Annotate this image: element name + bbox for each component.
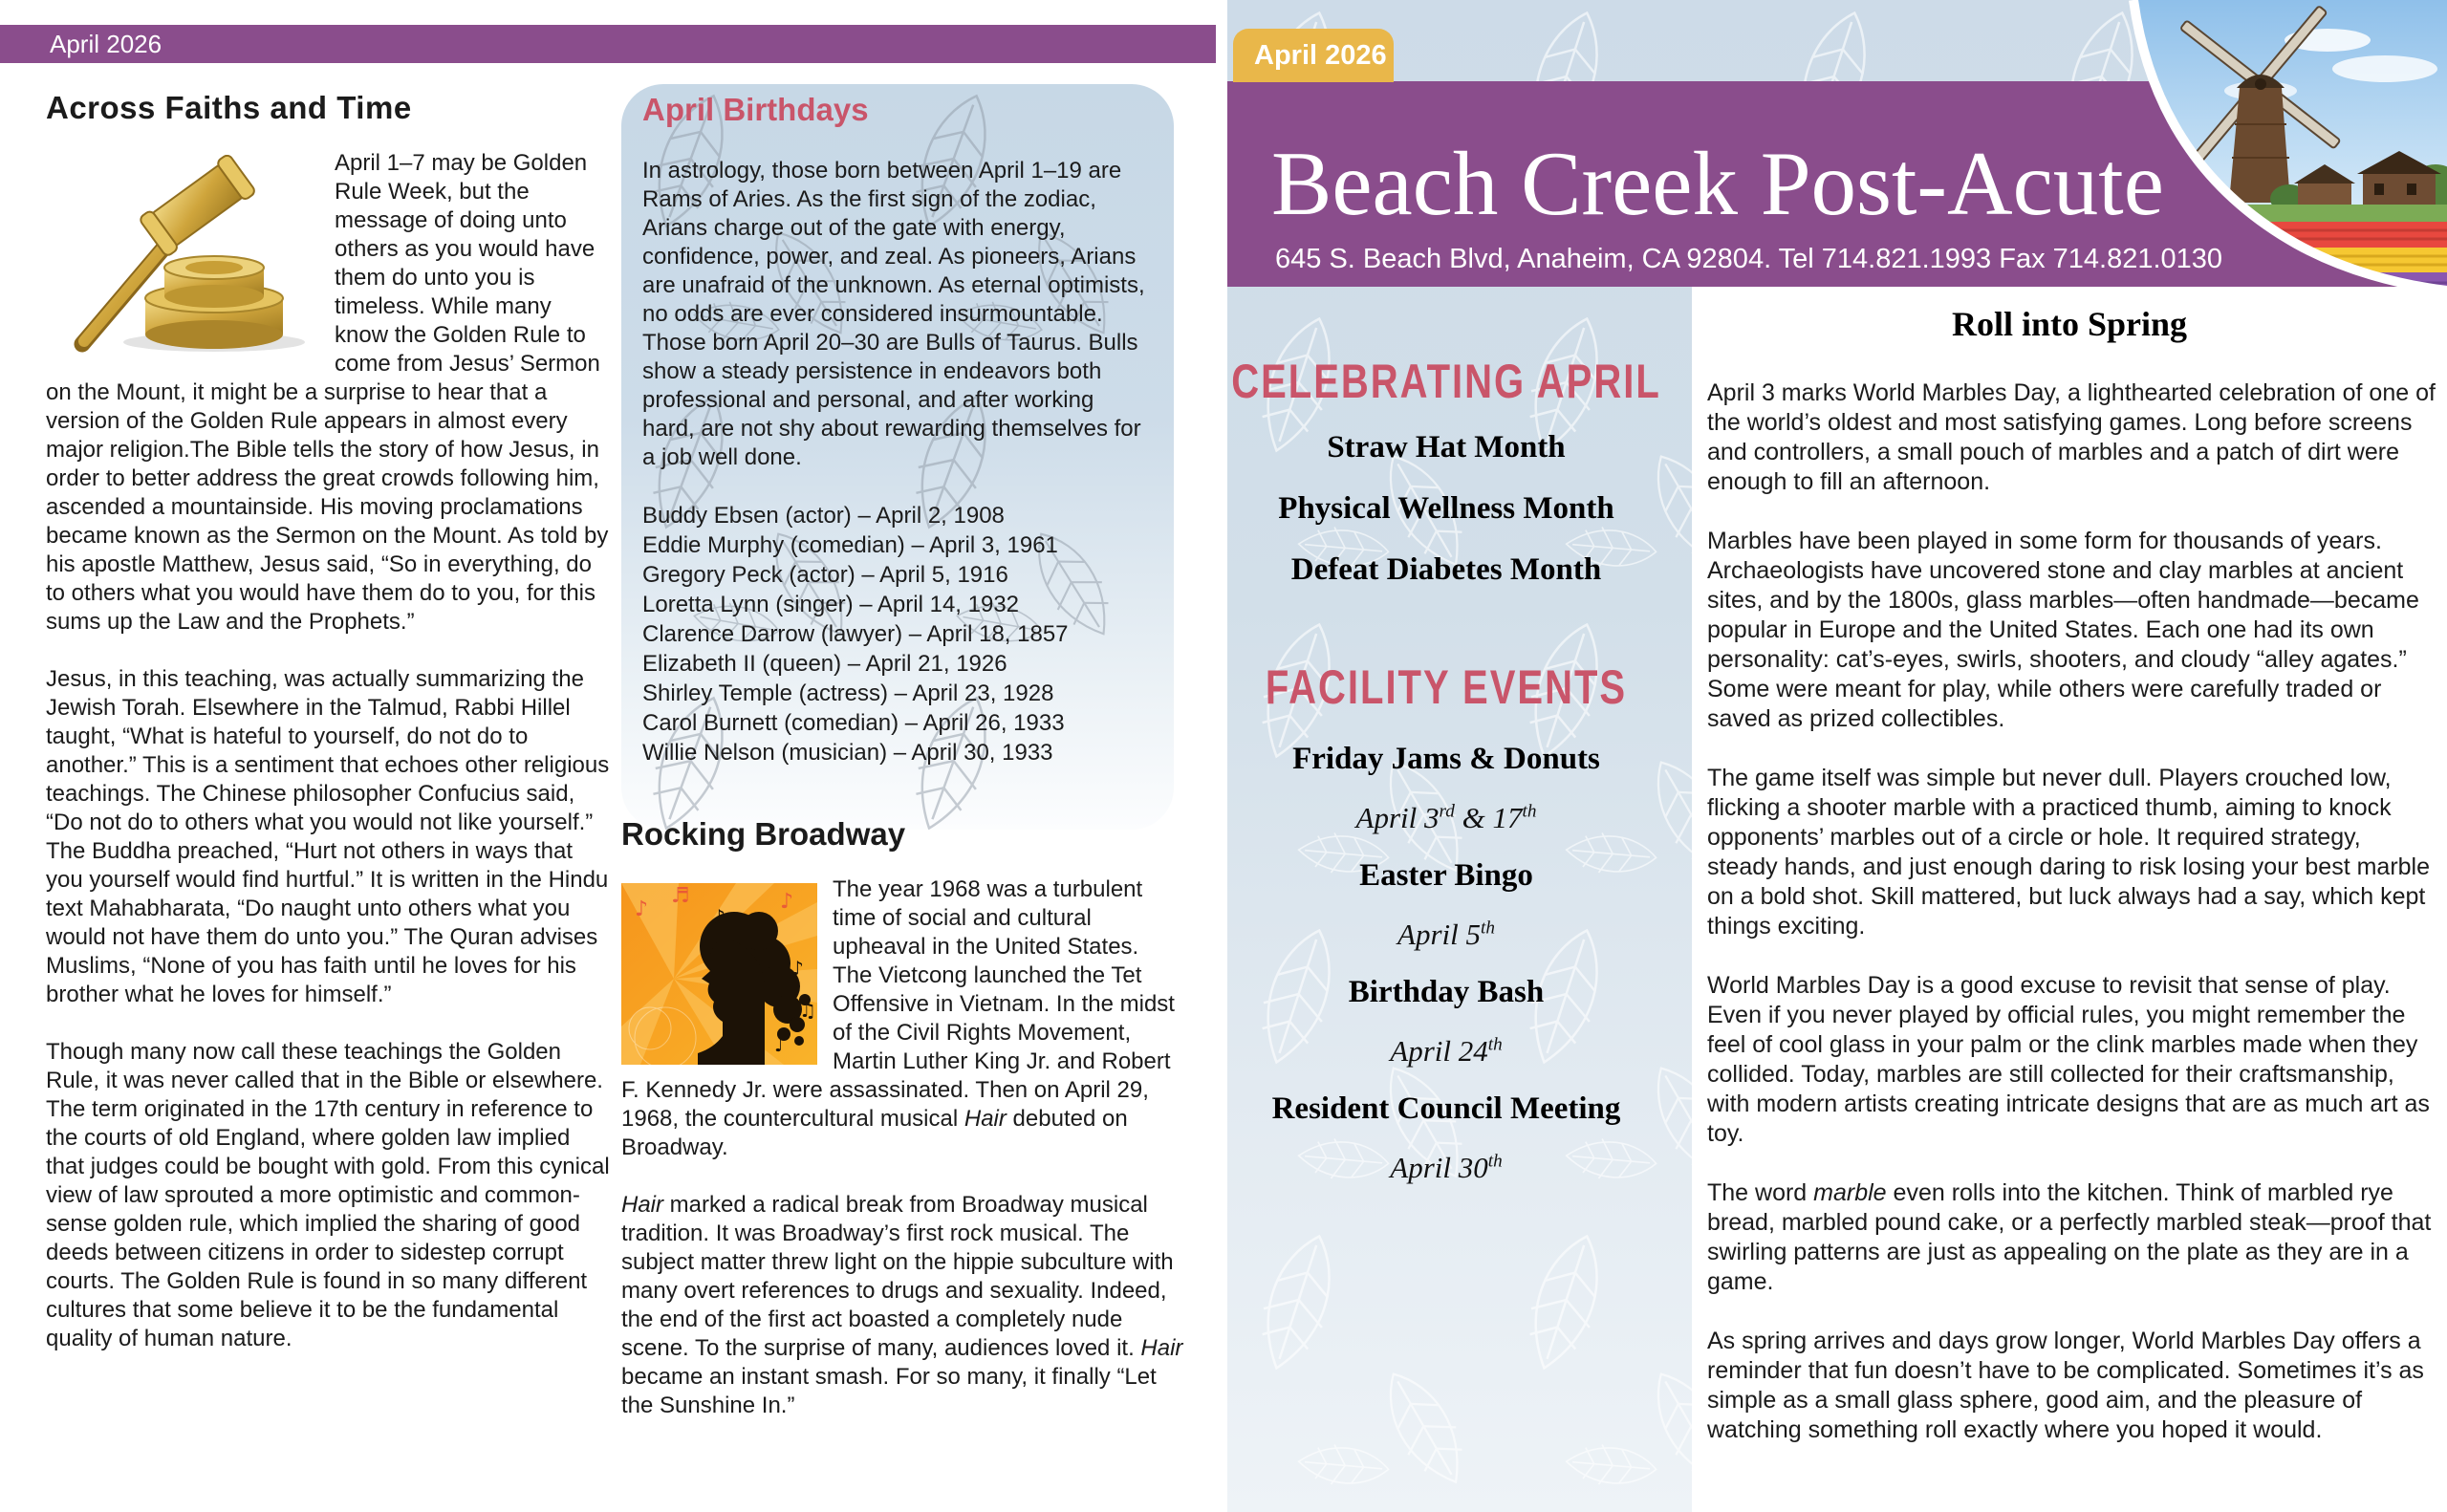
facility-events-list: [1227, 744, 1665, 1210]
event-name: Easter Bingo: [1359, 858, 1533, 893]
facility-name: Beach Creek Post-Acute: [1271, 133, 2164, 234]
spring-paragraph-3: The game itself was simple but never dull. Players crouched low, flicking a shooter marble with a practiced thumb, aiming to knock opponents’ marbles out of a circle or hole. It required strategy, steady hands, and just enough daring to risk losing your best marble on a bold shot. Skill mattered, but luck always had a say, which kept things exciting.: [1707, 765, 2431, 940]
svg-text:♪: ♪: [791, 957, 804, 980]
event-date: April 24th: [1390, 1034, 1503, 1068]
left-header-date: April 2026: [50, 30, 162, 58]
birthdays-list: [642, 501, 1154, 767]
broadway-article-title: Rocking Broadway: [621, 816, 906, 852]
spring-paragraph-1: April 3 marks World Marbles Day, a lighthearted celebration of one of the world’s oldest and most satisfying games. Long before screens and controllers, a small pouch of marbles and a patch of dirt were enough to fill an afternoon.: [1707, 379, 2436, 495]
faiths-article-title: Across Faiths and Time: [46, 90, 412, 125]
right-date-label: April 2026: [1254, 40, 1387, 71]
svg-text:♩: ♩: [774, 1033, 784, 1056]
spring-paragraph-6: As spring arrives and days grow longer, World Marbles Day offers a reminder that fun doesn’t have to be complicated. Sometimes it’s as simple as a small glass sphere, good aim, and the pleasure of watching something roll exactly where you hoped it would.: [1707, 1328, 2424, 1443]
faiths-article-body: [46, 149, 610, 1382]
spring-paragraph-4: World Marbles Day is a good excuse to revisit that sense of play. Even if you never played by official rules, you might remember the feel of cool glass in your palm or the clink marbles made when they collided. Today, marbles are still collected for their craftsmanship, with modern artists creating intricate designs that are as much art as toy.: [1707, 972, 2430, 1147]
svg-text:♫: ♫: [799, 999, 816, 1022]
hair-musical-icon: [621, 883, 817, 1065]
birthdays-title: April Birthdays: [642, 92, 869, 127]
facility-address: 645 S. Beach Blvd, Anaheim, CA 92804. Tel 714.821.1993 Fax 714.821.0130: [1275, 244, 2223, 274]
page-left: [0, 0, 1216, 1512]
spring-paragraph-2: Marbles have been played in some form for thousands of years. Archaeologists have uncovered stone and clay marbles at ancient sites, and by the 1800s, glass marbles—often handmade—became popular in Europe and the United States. Each one had its own personality: cat’s-eyes, swirls, shooters, and cloudy “alley agates.” Some were meant for play, while others were carefully traded or saved as prized collectibles.: [1707, 528, 2419, 732]
spring-article-body: [1707, 378, 2437, 1475]
facility-events-heading: FACILITY EVENTS: [1265, 661, 1628, 714]
windmill-photo-icon: [2084, 0, 2447, 298]
birthday-entry: Elizabeth II (queen) – April 21, 1926: [642, 651, 1007, 677]
svg-text:♪: ♪: [713, 905, 725, 928]
left-header-bar: [0, 25, 1216, 63]
broadway-article-body: [621, 875, 1183, 1449]
birthday-entry: Loretta Lynn (singer) – April 14, 1932: [642, 592, 1020, 617]
birthday-entry: Carol Burnett (comedian) – April 26, 1933: [642, 710, 1065, 736]
events-column: [1227, 0, 1665, 1512]
birthday-entry: Clarence Darrow (lawyer) – April 18, 1857: [642, 621, 1069, 647]
svg-text:♪: ♪: [635, 897, 649, 921]
birthday-entry: Eddie Murphy (comedian) – April 3, 1961: [642, 532, 1058, 558]
event-name: Friday Jams & Donuts: [1292, 742, 1600, 776]
birthday-entry: Buddy Ebsen (actor) – April 2, 1908: [642, 503, 1005, 529]
faiths-paragraph-3: Though many now call these teachings the Golden Rule, it was never called that in the Bible or elsewhere. The term originated in the 17th century in reference to the courts of old England, where golden law implied that judges could be bought with gold. From this cynical view of law sprouted a more optimistic and common-sense golden rule, which implied the sharing of good deeds between citizens in order to sidestep corrupt courts. The Golden Rule is found in so many different cultures that some believe it to be the fundamental quality of human nature.: [46, 1039, 610, 1351]
spring-article-panel: [1692, 287, 2447, 1512]
birthday-entry: Shirley Temple (actress) – April 23, 1928: [642, 680, 1054, 706]
month-observance: Straw Hat Month: [1327, 430, 1566, 464]
page-right: [1227, 0, 2447, 1512]
svg-text:♬: ♬: [671, 884, 690, 908]
spring-article-title: Roll into Spring: [1951, 305, 2188, 343]
birthday-entry: Gregory Peck (actor) – April 5, 1916: [642, 562, 1008, 588]
faiths-paragraph-1: April 1–7 may be Golden Rule Week, but the message of doing unto others as you would have them do unto you is timeless. While many know the Golden Rule to come from Jesus’ Sermon on the Mount, it might be a surprise to hear that a version of the Golden Rule appears in almost every major religion.The Bible tells the story of how Jesus, in order to better address the great crowds following him, ascended a mountainside. His moving proclamations became known as the Sermon on the Mount. As told by his apostle Matthew, Jesus said, “So in everything, do to others what you would have them do to you, for this sums up the Law and the Prophets.”: [46, 150, 609, 635]
month-observances: [1227, 432, 1665, 616]
month-observance: Physical Wellness Month: [1278, 491, 1614, 526]
broadway-paragraph-1: The year 1968 was a turbulent time of social and cultural upheaval in the United States. The Vietcong launched the Tet Offensive in Vietnam. In the midst of the Civil Rights Movement, Martin Luther King Jr. and Robert F. Kennedy Jr. were assassinated. Then on April 29, 1968, the countercultural musical Hair debuted on Broadway.: [621, 876, 1175, 1160]
celebrating-april-heading: CELEBRATING APRIL: [1231, 356, 1661, 408]
birthdays-intro: In astrology, those born between April 1–19 are Rams of Aries. As the first sign of the zodiac, Arians charge out of the gate with energy, confidence, power, and zeal. As pioneers, Arians are unafraid of the unknown. As eternal optimists, no odds are ever considered insurmountable. Those born April 20–30 are Bulls of Taurus. Bulls show a steady persistence in endeavors both professional and personal, and after working hard, are not shy about rewarding themselves for a job well done.: [642, 158, 1145, 470]
faiths-paragraph-2: Jesus, in this teaching, was actually summarizing the Jewish Torah. Elsewhere in the Talmud, Rabbi Hillel taught, “What is hateful to yourself, do not do to another.” This is a sentiment that echoes other religious teachings. The Chinese philosopher Confucius said, “Do not do to others what you would not like yourself.” The Buddha preached, “Hurt not others in ways that you yourself would find hurtful.” It is written in the Hindu text Mahabharata, “Do naught unto others what you would not have them do unto you.” The Quran advises Muslims, “None of you has faith until he loves for his brother what he loves for himself.”: [46, 666, 610, 1007]
windmill-photo: [2084, 0, 2447, 298]
birthday-entry: Willie Nelson (musician) – April 30, 1933: [642, 740, 1053, 766]
month-observance: Defeat Diabetes Month: [1290, 552, 1602, 587]
event-date: April 3rd & 17th: [1355, 801, 1537, 834]
gavel-image: [46, 155, 321, 357]
event-name: Resident Council Meeting: [1271, 1091, 1621, 1126]
hair-musical-image: [621, 883, 817, 1065]
gavel-icon: [46, 155, 321, 357]
broadway-paragraph-2: Hair marked a radical break from Broadway musical tradition. It was Broadway’s first rock musical. The subject matter threw light on the hippie subculture with many overt references to drugs and sexuality. Indeed, the end of the first act boasted a completely nude scene. To the surprise of many, audiences loved it. Hair became an instant smash. For so many, it finally “Let the Sunshine In.”: [621, 1192, 1183, 1418]
spring-paragraph-5: The word marble even rolls into the kitchen. Think of marbled rye bread, marbled pound cake, or a perfectly marbled steak—proof that swirling patterns are just as appealing on the plate as they are in a game.: [1707, 1179, 2432, 1295]
birthdays-box: [621, 84, 1174, 830]
event-name: Birthday Bash: [1348, 975, 1545, 1009]
event-date: April 5th: [1397, 918, 1495, 951]
svg-text:♪: ♪: [780, 890, 794, 914]
event-date: April 30th: [1390, 1151, 1503, 1184]
